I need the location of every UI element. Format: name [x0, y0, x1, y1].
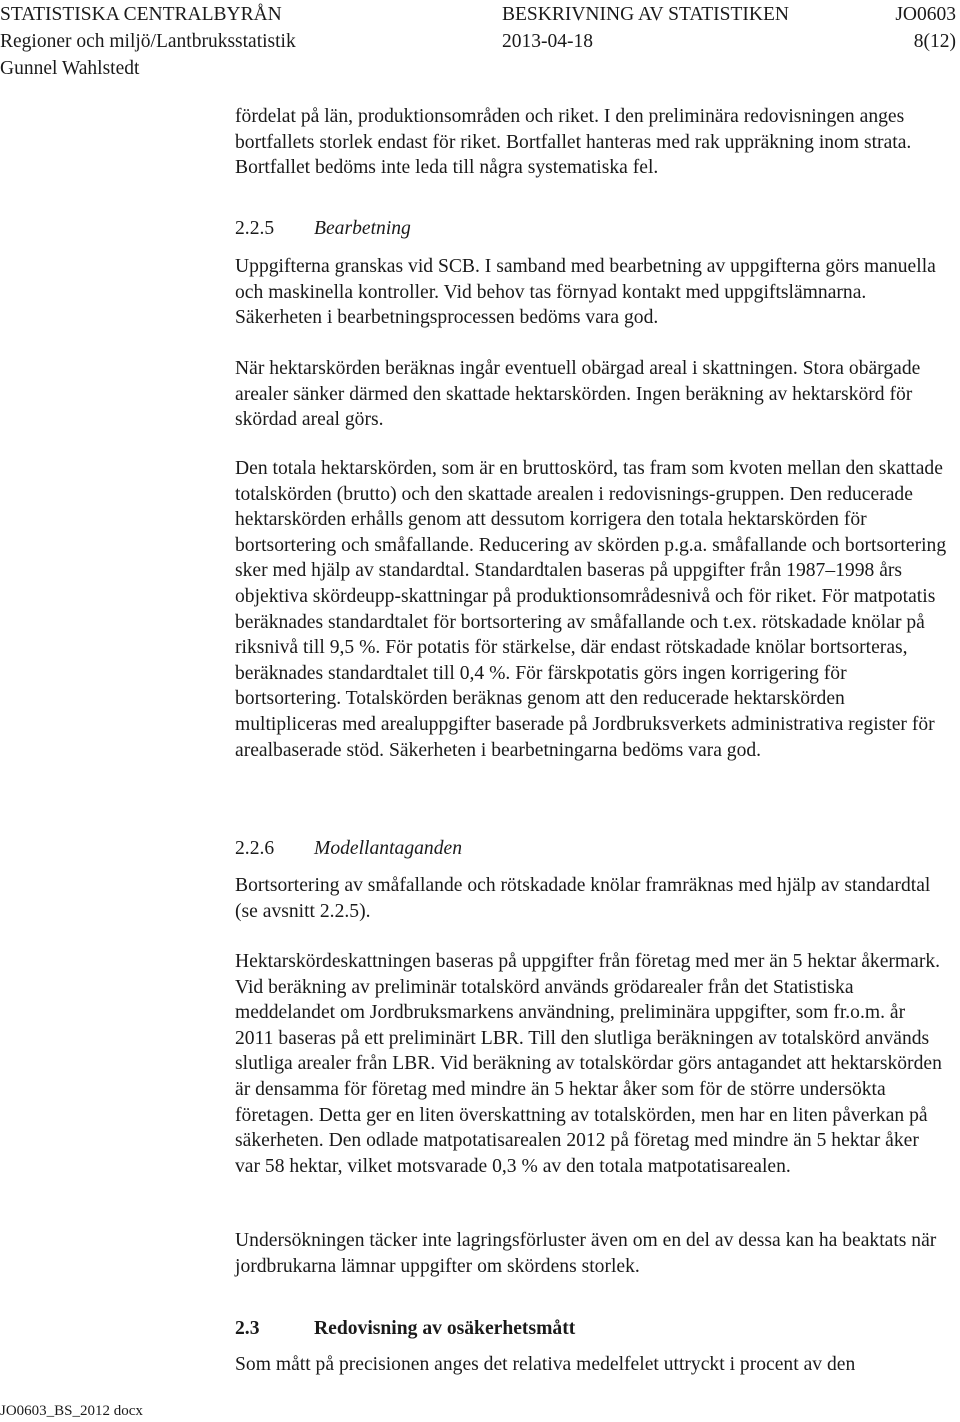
paragraph-text: När hektarskörden beräknas ingår eventuell obärgad areal i skattningen. Stora obärgade arealer sänker därmed den skattade hektarskörden. Ingen beräkning av hektarskörd för skördad areal görs. — [235, 358, 921, 431]
paragraph-text: Som mått på precisionen anges det relativa medelfelet uttryckt i procent av den — [235, 1354, 856, 1375]
paragraph-text: Uppgifterna granskas vid SCB. I samband med bearbetning av uppgifterna görs manuella och maskinella kontroller. Vid behov tas förnyad kontakt med uppgiftslämnarna. Säkerheten i bearbetningsprocessen bedöms vara god. — [235, 256, 936, 329]
section-number: 2.2.6 — [235, 838, 275, 859]
paragraph-uppgifterna — [235, 254, 947, 331]
paragraph-text: Bortsortering av småfallande och rötskadade knölar framräknas med hjälp av standardtal (se avsnitt 2.2.5). — [235, 875, 931, 922]
intro-text: fördelat på län, produktionsområden och riket. I den preliminära redovisningen anges bortfallets storlek endast för riket. Bortfallet hanteras med rak uppräkning inom strata. Bortfallet bedöms inte leda till några systematiska fel. — [235, 106, 912, 179]
paragraph-text: Undersökningen täcker inte lagringsförluster även om en del av dessa kan ha beaktats när jordbrukarna lämnar uppgifter om skördens storlek. — [235, 1230, 937, 1277]
paragraph-lagringsforluster — [235, 1228, 947, 1279]
paragraph-text: Hektarskördeskattningen baseras på uppgifter från företag med mer än 5 hektar åkermark. Vid beräkning av preliminär totalskörd används grödarealer från det Statistiska meddelandet om Jordbruksmarkens användning, preliminära uppgifter, som fr.o.m. år 2011 baseras på ett preliminärt LBR. Till den slutliga beräkningen av totalskörd används slutliga arealer från LBR. Vid beräkning av totalskördar görs antagandet att hektarskörden är densamma för företag med mindre än 5 hektar åker som för de större undersökta företagen. Detta ger en liten överskattning av totalskörden, men har en liten påverkan på säkerheten. Den odlade matpotatisarealen 2012 på företag med mindre än 5 hektar åker var 58 hektar, vilket motsvarade 0,3 % av den totala matpotatisarealen. — [235, 951, 942, 1177]
header-doc-id: JO0603 — [895, 4, 956, 25]
intro-paragraph — [235, 104, 947, 181]
paragraph-hektarskordeskattning — [235, 949, 947, 1179]
paragraph-hektarskord-obargad — [235, 356, 947, 433]
header-date: 2013-04-18 — [502, 31, 593, 52]
section-number: 2.2.5 — [235, 218, 275, 239]
section-title: Redovisning av osäkerhetsmått — [314, 1318, 576, 1339]
section-number: 2.3 — [235, 1318, 260, 1339]
paragraph-precision — [235, 1352, 947, 1378]
paragraph-text: Den totala hektarskörden, som är en bruttoskörd, tas fram som kvoten mellan den skattade totalskörden (brutto) och den skattade arealen i redovisnings-gruppen. Den reducerade hektarskörden erhålls genom att dessutom korrigera den totala hektarskörden för bortsortering och småfallande. Reducering av skörden p.g.a. småfallande och bortsortering sker med hjälp av standardtal. Standardtalen baseras på uppgifter från 1987–1998 års objektiva skördeupp-skattningar på produktionsområdesnivå och för riket. För matpotatis beräknades standardtalet för bortsortering av småfallande och t.ex. rötskadade knölar på riksnivå till 9,5 %. För potatis för stärkelse, där endast rötskadade knölar bortsorteras, beräknades standardtalet till 0,4 %. För färskpotatis görs ingen korrigering för bortsortering. Totalskörden beräknas genom att den reducerade hektarskörden multipliceras med arealuppgifter baserade på Jordbruksverkets administrativa register för arealbaserade stöd. Säkerheten i bearbetningarna bedöms vara god. — [235, 458, 947, 761]
header-author: Gunnel Wahlstedt — [0, 58, 140, 79]
header-org: STATISTISKA CENTRALBYRÅN — [0, 4, 282, 25]
header-department: Regioner och miljö/Lantbruksstatistik — [0, 31, 296, 52]
section-heading-2-3 — [235, 1316, 575, 1342]
paragraph-totala-hektarskorden — [235, 456, 947, 763]
header-page-number: 8(12) — [913, 31, 956, 52]
section-heading-2-2-5 — [235, 216, 411, 242]
section-heading-2-2-6 — [235, 836, 462, 862]
section-title: Modellantaganden — [314, 838, 463, 859]
paragraph-bortsortering — [235, 873, 947, 924]
footer-filename: JO0603_BS_2012 docx — [0, 1403, 143, 1419]
section-title: Bearbetning — [314, 218, 411, 239]
header-doc-type: BESKRIVNING AV STATISTIKEN — [502, 4, 789, 25]
